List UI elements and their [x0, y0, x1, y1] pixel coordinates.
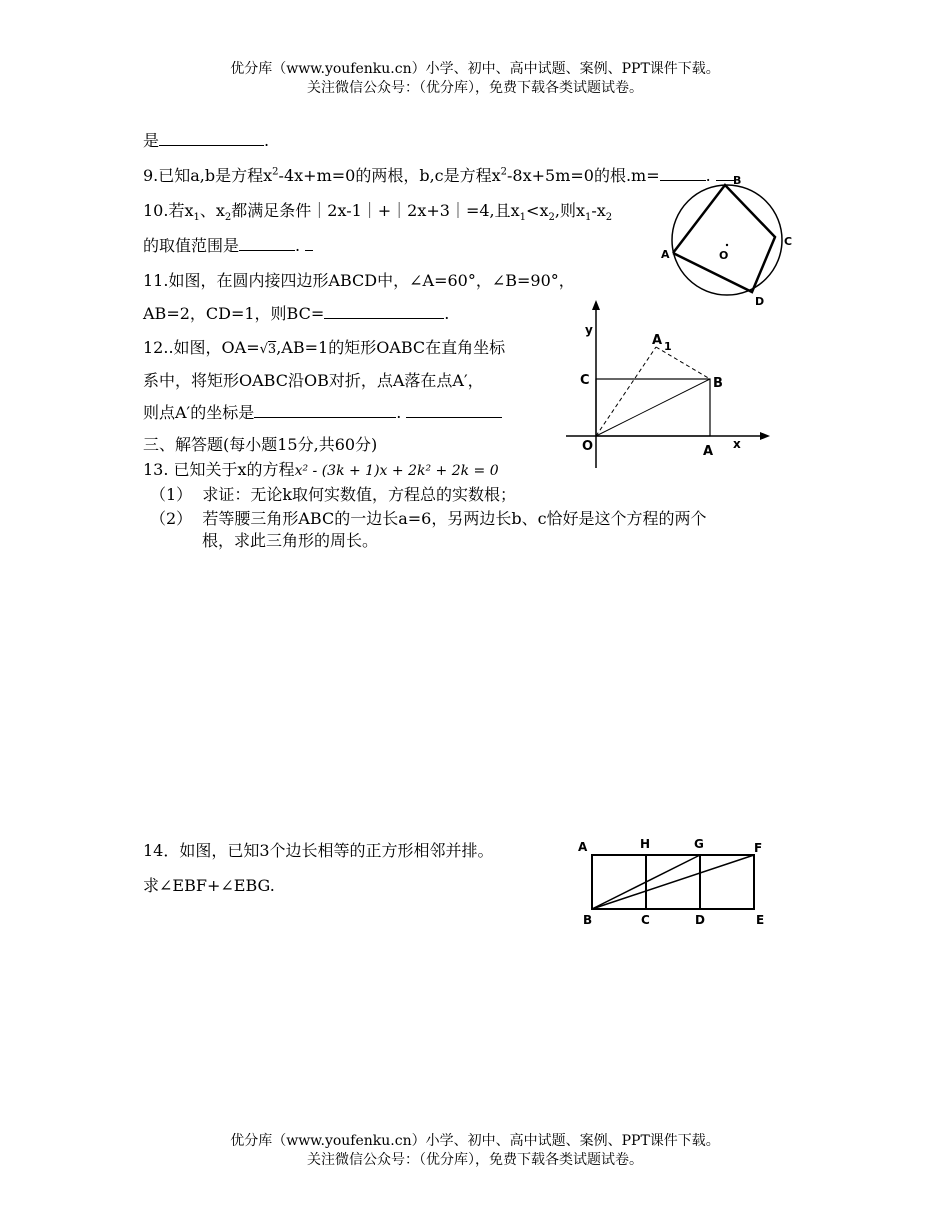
question-12: 12..如图，OA=√3,AB=1的矩形OABC在直角坐标	[143, 338, 506, 357]
question-13-part-1: （1） 求证：无论k取何实数值，方程总的实数根；	[150, 485, 517, 504]
label-f: F	[754, 841, 763, 855]
header-line-2: 关注微信公众号：（优分库），免费下载各类试题试卷。	[307, 80, 643, 96]
diagonal-ob	[596, 379, 710, 436]
question-10-line-2: 的取值范围是 .	[143, 233, 313, 256]
question-13: 13. 已知关于x的方程x² - (3k + 1)x + 2k² + 2k = 0	[143, 460, 499, 479]
label-c: C	[580, 373, 590, 388]
question-14: 14．如图，已知3个边长相等的正方形相邻并排。	[143, 841, 494, 860]
label-y: y	[585, 323, 593, 337]
dashed-oa1	[596, 347, 656, 436]
y-axis-arrow	[592, 300, 600, 310]
label-b: B	[713, 376, 723, 391]
label-d: D	[695, 913, 705, 927]
question-10: 10.若$x_1$、$x_2$都满足条件｜2x-1｜+｜2x+3｜=4,且$x_1<x_2$,则$x_1-x_2$	[143, 201, 613, 224]
section-3-title: 三、解答题(每小题15分,共60分)	[143, 435, 378, 454]
center-point-o	[726, 244, 728, 246]
question-11-line-2: AB=2，CD=1，则BC= .	[143, 304, 450, 323]
question-12-line-3: 则点A′的坐标是 .	[143, 400, 502, 423]
question-14-line-2: 求∠EBF+∠EBG.	[143, 876, 275, 895]
label-a: A	[703, 444, 714, 459]
label-a1: A	[652, 333, 663, 348]
x-axis-arrow	[760, 432, 770, 440]
label-b: B	[583, 913, 593, 927]
figure-inscribed-quadrilateral	[655, 170, 805, 310]
label-x: x	[733, 437, 741, 451]
label-a: A	[661, 248, 670, 261]
question-9: 9.已知a,b是方程$x^2-4x+m=0$的两根，b,c是方程$x^2-8x+5m=0$的根.m= .	[143, 163, 734, 186]
label-o: O	[582, 439, 594, 454]
line-bf	[592, 855, 754, 909]
footer-line-2: 关注微信公众号：（优分库），免费下载各类试题试卷。	[307, 1152, 643, 1168]
question-13-part-2-line-2: 根，求此三角形的周长。	[202, 531, 379, 550]
label-b: B	[733, 174, 742, 187]
label-h: H	[640, 837, 651, 851]
label-g: G	[694, 837, 704, 851]
label-d: D	[755, 295, 765, 308]
label-a: A	[578, 840, 588, 854]
label-c: C	[641, 913, 650, 927]
header-line-1: 优分库（www.youfenku.cn）小学、初中、高中试题、案例、PPT课件下载。	[230, 61, 720, 77]
label-e: E	[756, 913, 765, 927]
label-c: C	[784, 235, 793, 248]
q8-tail: 是 .	[143, 131, 270, 150]
question-11: 11.如图，在圆内接四边形ABCD中，∠A=60°，∠B=90°，	[143, 271, 575, 290]
label-o: O	[719, 249, 729, 262]
footer-line-1: 优分库（www.youfenku.cn）小学、初中、高中试题、案例、PPT课件下载。	[230, 1133, 720, 1149]
label-a1-sub: 1	[664, 340, 672, 353]
question-12-line-2: 系中，将矩形OABC沿OB对折，点A落在点A′，	[143, 371, 484, 390]
q13-equation: x² - (3k + 1)x + 2k² + 2k = 0	[294, 463, 499, 479]
figure-three-squares	[575, 835, 775, 930]
figure-rectangle-coordinate	[560, 298, 780, 473]
question-13-part-2: （2） 若等腰三角形ABC的一边长a=6，另两边长b、c恰好是这个方程的两个	[150, 509, 707, 528]
